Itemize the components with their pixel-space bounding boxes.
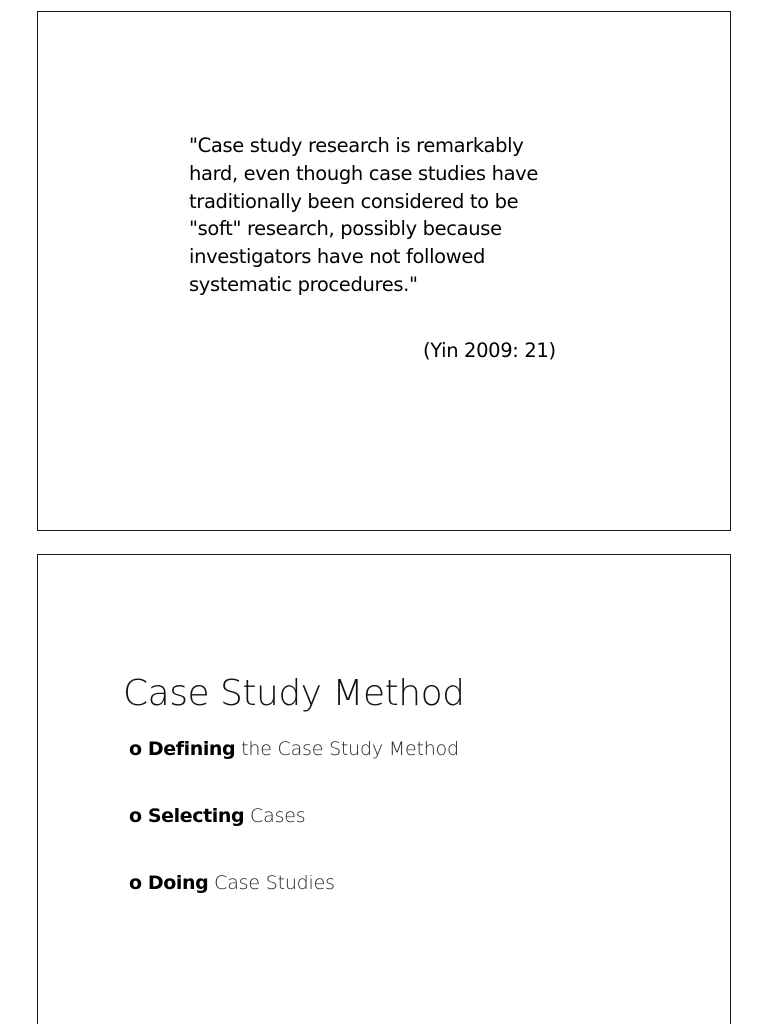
bullet-text: the Case Study Method [235,738,459,760]
bullet-marker: o [129,805,142,827]
quote-line: traditionally been considered to be [189,189,519,213]
bullet-marker: o [129,738,142,760]
quote-line: "Case study research is remarkably [189,134,524,157]
bullet-list [129,735,459,936]
quote-line: hard, even though case studies have [189,161,539,185]
quote-citation: (Yin 2009: 21) [423,339,556,362]
quote-text [189,132,589,299]
bullet-text: Case Studies [208,872,335,894]
slide-quote [37,11,731,531]
slide-title: Case Study Method [123,673,465,714]
bullet-keyword: Defining [147,738,236,760]
bullet-text: Cases [244,805,306,827]
bullet-keyword: Doing [147,872,209,894]
quote-line: investigators have not followed [189,245,486,269]
bullet-item-doing [129,869,459,897]
bullet-item-defining [129,735,459,763]
quote-line: systematic procedures." [189,272,418,296]
bullet-keyword: Selecting [147,805,245,827]
slide-case-study-method [37,554,731,1024]
quote-line: "soft" research, possibly because [189,217,502,241]
bullet-marker: o [129,872,142,894]
bullet-item-selecting [129,802,459,830]
